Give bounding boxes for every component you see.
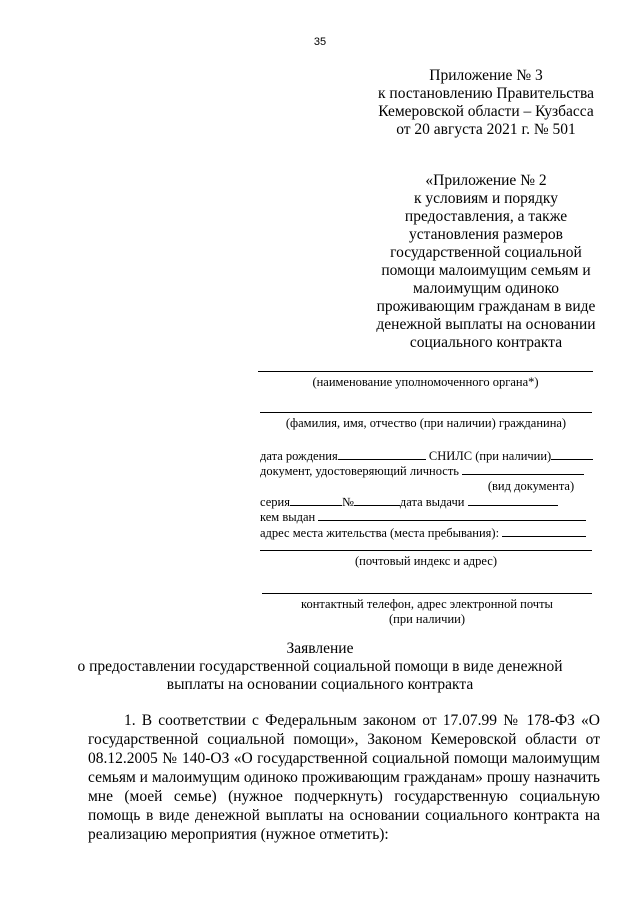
birth-date-field[interactable] <box>338 448 426 460</box>
authority-caption: (наименование уполномоченного органа*) <box>312 375 539 389</box>
contact-line[interactable] <box>262 593 592 594</box>
issued-by-row <box>260 509 586 524</box>
appendix-2-line: государственной социальной <box>390 244 582 261</box>
appendix-2-line: предоставления, а также <box>404 208 568 225</box>
id-document-row <box>260 463 584 478</box>
postal-address-line[interactable] <box>260 550 592 551</box>
statement-title: Заявление <box>286 640 354 657</box>
contact-caption-optional: (при наличии) <box>388 612 466 626</box>
series-number-row <box>260 494 558 509</box>
issued-by-label: кем выдан <box>260 510 316 524</box>
number-field[interactable] <box>354 494 400 506</box>
birth-snils-row <box>260 448 593 463</box>
address-field[interactable] <box>502 525 586 537</box>
issue-date-label: дата выдачи <box>399 495 465 509</box>
appendix-2-line: помощи малоимущим семьям и <box>381 262 591 279</box>
appendix-3-header <box>352 67 620 139</box>
doc-type-caption: (вид документа) <box>487 479 575 493</box>
appendix-2-line: к условиям и порядку <box>414 190 558 207</box>
snils-label: СНИЛС (при наличии) <box>428 449 552 463</box>
paragraph-1: 1. В соответствии с Федеральным законом от 17.07.99 № 178-ФЗ «О государственной социальной помощи», Законом Кемеровской области от 08.12.2005 № 140-ОЗ «О государственной социальной помощи малоимущим семьям и малоимущим одиноко проживающим гражданам» прошу назначить мне (моей семье) (нужное подчеркнуть) государственную социальную помощь в виде денежной выплаты на основании социального контракта на реализацию мероприятия (нужное отметить): <box>88 712 600 843</box>
appendix-2-line: социального контракта <box>409 334 563 351</box>
statement-subtitle-line-2: выплаты на основании социального контракта <box>166 676 474 693</box>
page-number: 35 <box>313 36 327 48</box>
body-paragraph <box>88 711 600 844</box>
fio-line[interactable] <box>260 412 592 413</box>
address-label: адрес места жительства (места пребывания): <box>260 526 500 540</box>
appendix-2-line: «Приложение № 2 <box>425 172 547 189</box>
contact-caption: контактный телефон, адрес электронной почты <box>301 597 553 611</box>
fio-caption: (фамилия, имя, отчество (при наличии) гражданина) <box>285 416 567 430</box>
appendix-2-line: установления размеров <box>409 226 563 243</box>
id-document-field[interactable] <box>462 463 584 475</box>
appendix-3-line: к постановлению Правительства <box>378 85 594 102</box>
postal-caption: (почтовый индекс и адрес) <box>355 554 497 568</box>
statement-subtitle-line-1: о предоставлении государственной социальной помощи в виде денежной <box>77 658 563 675</box>
appendix-3-line: от 20 августа 2021 г. № 501 <box>396 121 576 138</box>
issued-by-field[interactable] <box>318 509 586 521</box>
appendix-2-line: денежной выплаты на основании <box>376 316 596 333</box>
appendix-2-line: малоимущим одиноко <box>413 280 559 297</box>
birth-date-label: дата рождения <box>260 449 338 463</box>
authority-name-line[interactable] <box>258 371 593 372</box>
series-label: серия <box>260 495 290 509</box>
appendix-2-header <box>352 172 620 352</box>
appendix-3-line: Кемеровской области – Кузбасса <box>378 103 594 120</box>
snils-field[interactable] <box>551 448 593 460</box>
id-document-label: документ, удостоверяющий личность <box>260 464 460 478</box>
number-label: № <box>341 495 354 509</box>
appendix-3-line: Приложение № 3 <box>429 67 543 84</box>
appendix-2-line: проживающим гражданам в виде <box>376 298 596 315</box>
issue-date-field[interactable] <box>468 494 558 506</box>
address-row <box>260 525 586 540</box>
series-field[interactable] <box>290 494 342 506</box>
